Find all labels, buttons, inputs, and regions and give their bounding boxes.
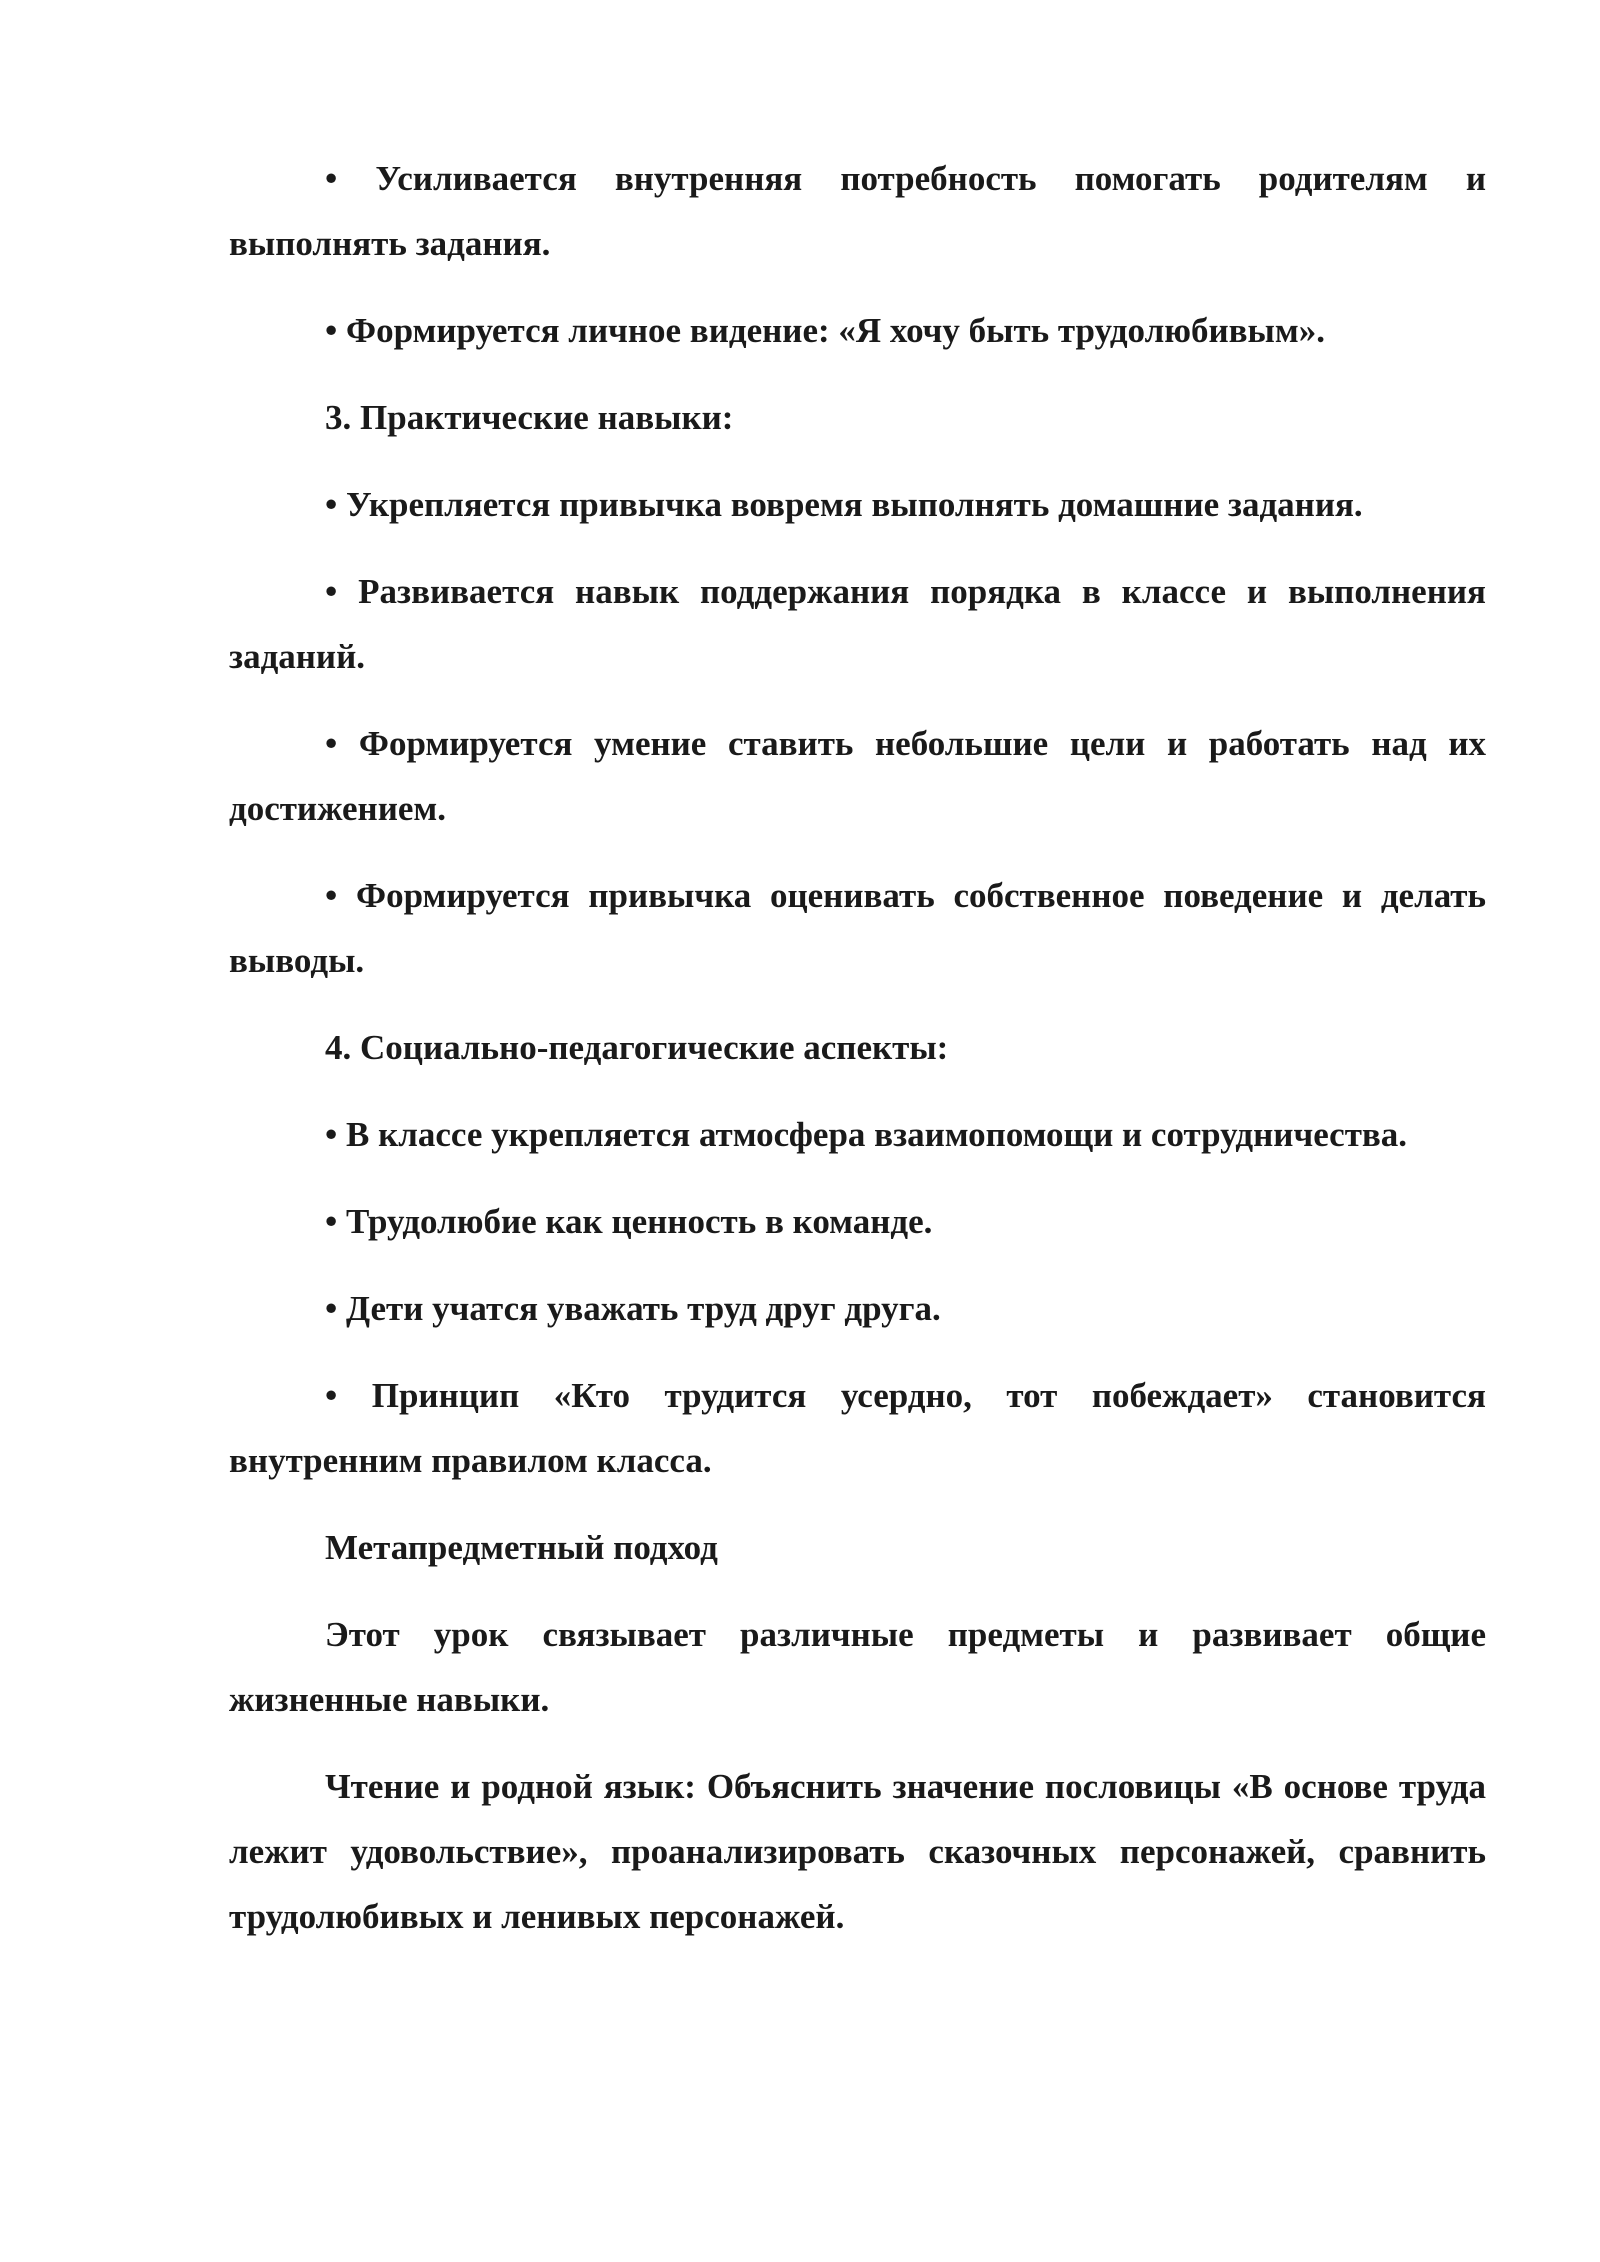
bullet-order-skill: • Развивается навык поддержания порядка в классе и выполнения заданий. (229, 572, 1486, 676)
bullet-homework-habit: • Укрепляется привычка вовремя выполнять домашние задания. (325, 485, 1363, 524)
bullet-diligence-value: • Трудолюбие как ценность в команде. (325, 1202, 933, 1241)
bullet-mutual-help: • В классе укрепляется атмосфера взаимопомощи и сотрудничества. (325, 1115, 1408, 1154)
document-body (229, 146, 1486, 1971)
bullet-help-parents: • Усиливается внутренняя потребность помогать родителям и выполнять задания. (229, 159, 1486, 263)
section-heading-metasubject: Метапредметный подход (325, 1528, 718, 1567)
bullet-goal-setting: • Формируется умение ставить небольшие цели и работать над их достижением. (229, 724, 1486, 828)
bullet-respect-work: • Дети учатся уважать труд друг друга. (325, 1289, 941, 1328)
bullet-personal-vision: • Формируется личное видение: «Я хочу быть трудолюбивым». (325, 311, 1325, 350)
bullet-principle: • Принцип «Кто трудится усердно, тот побеждает» становится внутренним правилом класса. (229, 1376, 1486, 1480)
section-heading-social-pedagogical: 4. Социально-педагогические аспекты: (325, 1028, 949, 1067)
section-heading-practical-skills: 3. Практические навыки: (325, 398, 734, 437)
paragraph-lesson-connects: Этот урок связывает различные предметы и развивает общие жизненные навыки. (229, 1615, 1486, 1719)
bullet-self-assessment: • Формируется привычка оценивать собственное поведение и делать выводы. (229, 876, 1486, 980)
paragraph-reading-native-language: Чтение и родной язык: Объяснить значение пословицы «В основе труда лежит удовольствие», проанализировать сказочных персонажей, сравнить трудолюбивых и ленивых персонажей. (229, 1767, 1486, 1936)
